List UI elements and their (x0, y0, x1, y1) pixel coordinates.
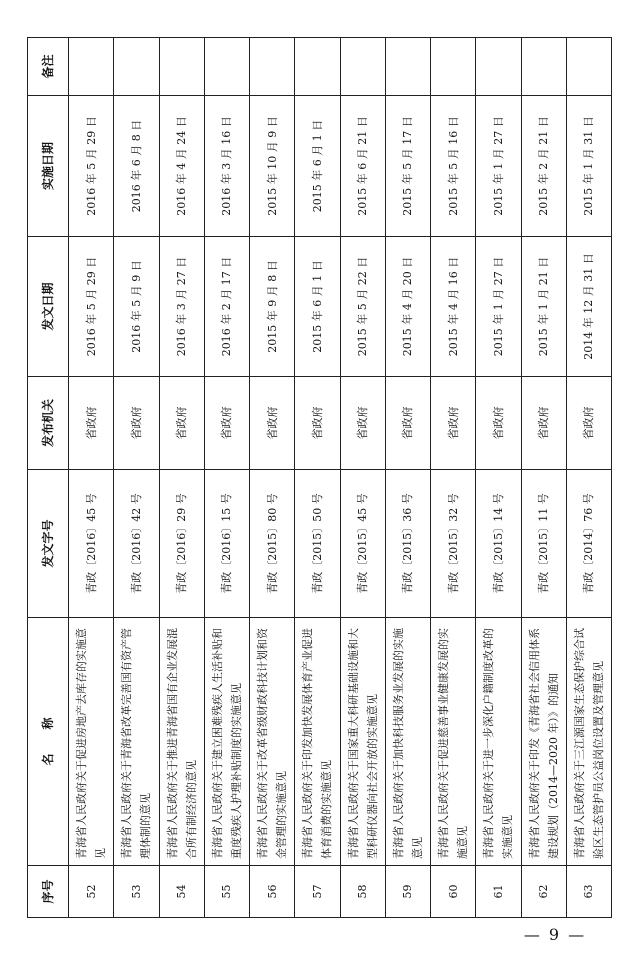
cell-seq: 53 (114, 866, 159, 918)
table-row (69, 38, 114, 918)
cell-effective-date: 2015 年 5 月 16 日 (431, 96, 476, 237)
cell-issue-date: 2015 年 5 月 22 日 (340, 237, 385, 377)
cell-name: 青海省人民政府关于印发《青海省社会信用体系建设规划（2014—2020 年）》的通知 (521, 618, 566, 866)
cell-name: 青海省人民政府关于促进房地产去库存的实施意见 (69, 618, 114, 866)
cell-issue-date: 2015 年 1 月 27 日 (476, 237, 521, 377)
cell-issuer: 省政府 (340, 377, 385, 470)
cell-remarks (476, 38, 521, 96)
cell-issuer: 省政府 (295, 377, 340, 470)
table-row (250, 38, 295, 918)
cell-effective-date: 2015 年 6 月 1 日 (295, 96, 340, 237)
cell-doc-no: 青政〔2016〕29 号 (159, 470, 204, 618)
cell-effective-date: 2016 年 3 月 16 日 (204, 96, 249, 237)
cell-issuer: 省政府 (566, 377, 611, 470)
cell-issuer: 省政府 (385, 377, 430, 470)
cell-issue-date: 2015 年 9 月 8 日 (250, 237, 295, 377)
cell-issue-date: 2015 年 1 月 21 日 (521, 237, 566, 377)
cell-seq: 63 (566, 866, 611, 918)
table-row (385, 38, 430, 918)
cell-doc-no: 青政〔2014〕76 号 (566, 470, 611, 618)
cell-name: 青海省人民政府关于国家重大科研基础设施和大型科研仪器向社会开放的实施意见 (340, 618, 385, 866)
table-row (114, 38, 159, 918)
cell-remarks (295, 38, 340, 96)
cell-name: 青海省人民政府关于青海省改革完善国有资产管理体制的意见 (114, 618, 159, 866)
table-row (204, 38, 249, 918)
cell-seq: 55 (204, 866, 249, 918)
cell-remarks (204, 38, 249, 96)
header-issue-date: 发文日期 (28, 237, 69, 377)
header-remarks: 备注 (28, 38, 69, 96)
header-issuer: 发布机关 (28, 377, 69, 470)
table-body (69, 38, 612, 918)
header-seq: 序号 (28, 866, 69, 918)
cell-issue-date: 2016 年 5 月 9 日 (114, 237, 159, 377)
cell-doc-no: 青政〔2015〕32 号 (431, 470, 476, 618)
cell-issue-date: 2015 年 4 月 16 日 (431, 237, 476, 377)
cell-doc-no: 青政〔2016〕42 号 (114, 470, 159, 618)
cell-effective-date: 2016 年 6 月 8 日 (114, 96, 159, 237)
table-header-row (28, 38, 69, 918)
table-row (566, 38, 611, 918)
header-doc-no: 发文字号 (28, 470, 69, 618)
cell-remarks (159, 38, 204, 96)
table-row (340, 38, 385, 918)
header-name: 名 称 (28, 618, 69, 866)
cell-remarks (566, 38, 611, 96)
cell-issue-date: 2016 年 3 月 27 日 (159, 237, 204, 377)
cell-seq: 57 (295, 866, 340, 918)
cell-remarks (385, 38, 430, 96)
cell-seq: 59 (385, 866, 430, 918)
table-row (476, 38, 521, 918)
cell-doc-no: 青政〔2015〕36 号 (385, 470, 430, 618)
cell-issuer: 省政府 (476, 377, 521, 470)
cell-seq: 58 (340, 866, 385, 918)
cell-name: 青海省人民政府关于加快科技服务业发展的实施意见 (385, 618, 430, 866)
header-effective-date: 实施日期 (28, 96, 69, 237)
cell-name: 青海省人民政府关于促进慈善事业健康发展的实施意见 (431, 618, 476, 866)
table-row (431, 38, 476, 918)
cell-effective-date: 2015 年 2 月 21 日 (521, 96, 566, 237)
cell-doc-no: 青政〔2015〕14 号 (476, 470, 521, 618)
cell-issue-date: 2016 年 2 月 17 日 (204, 237, 249, 377)
cell-doc-no: 青政〔2015〕50 号 (295, 470, 340, 618)
cell-doc-no: 青政〔2016〕45 号 (69, 470, 114, 618)
cell-name: 青海省人民政府关于三江源国家生态保护综合试验区生态管护员公益岗位设置及管理意见 (566, 618, 611, 866)
cell-effective-date: 2016 年 4 月 24 日 (159, 96, 204, 237)
cell-name: 青海省人民政府关于建立困难残疾人生活补贴和重度残疾人护理补贴制度的实施意见 (204, 618, 249, 866)
cell-effective-date: 2015 年 5 月 17 日 (385, 96, 430, 237)
cell-seq: 62 (521, 866, 566, 918)
cell-issue-date: 2016 年 5 月 29 日 (69, 237, 114, 377)
cell-name: 青海省人民政府关于改革省级财政科技计划和资金管理的实施意见 (250, 618, 295, 866)
page-number: — 9 — (523, 925, 587, 944)
cell-remarks (521, 38, 566, 96)
cell-issue-date: 2015 年 6 月 1 日 (295, 237, 340, 377)
table-row (295, 38, 340, 918)
cell-issuer: 省政府 (159, 377, 204, 470)
table-row (159, 38, 204, 918)
cell-remarks (250, 38, 295, 96)
cell-name: 青海省人民政府关于推进青海省国有企业发展混合所有制经济的意见 (159, 618, 204, 866)
cell-doc-no: 青政〔2015〕80 号 (250, 470, 295, 618)
cell-issuer: 省政府 (114, 377, 159, 470)
cell-effective-date: 2015 年 1 月 27 日 (476, 96, 521, 237)
cell-doc-no: 青政〔2015〕45 号 (340, 470, 385, 618)
cell-remarks (114, 38, 159, 96)
cell-issuer: 省政府 (250, 377, 295, 470)
cell-effective-date: 2015 年 6 月 21 日 (340, 96, 385, 237)
cell-seq: 56 (250, 866, 295, 918)
cell-remarks (431, 38, 476, 96)
table-row (521, 38, 566, 918)
cell-effective-date: 2015 年 1 月 31 日 (566, 96, 611, 237)
regulations-table-container (27, 38, 612, 918)
cell-seq: 52 (69, 866, 114, 918)
cell-seq: 61 (476, 866, 521, 918)
cell-issue-date: 2014 年 12 月 31 日 (566, 237, 611, 377)
cell-doc-no: 青政〔2015〕11 号 (521, 470, 566, 618)
cell-doc-no: 青政〔2016〕15 号 (204, 470, 249, 618)
cell-remarks (340, 38, 385, 96)
cell-name: 青海省人民政府关于进一步深化户籍制度改革的实施意见 (476, 618, 521, 866)
cell-issuer: 省政府 (69, 377, 114, 470)
regulations-table (27, 37, 612, 918)
cell-issuer: 省政府 (204, 377, 249, 470)
cell-seq: 60 (431, 866, 476, 918)
cell-issuer: 省政府 (521, 377, 566, 470)
cell-effective-date: 2015 年 10 月 9 日 (250, 96, 295, 237)
cell-name: 青海省人民政府关于印发加快发展体育产业促进体育消费的实施意见 (295, 618, 340, 866)
cell-issuer: 省政府 (431, 377, 476, 470)
cell-effective-date: 2016 年 5 月 29 日 (69, 96, 114, 237)
cell-issue-date: 2015 年 4 月 20 日 (385, 237, 430, 377)
cell-remarks (69, 38, 114, 96)
cell-seq: 54 (159, 866, 204, 918)
